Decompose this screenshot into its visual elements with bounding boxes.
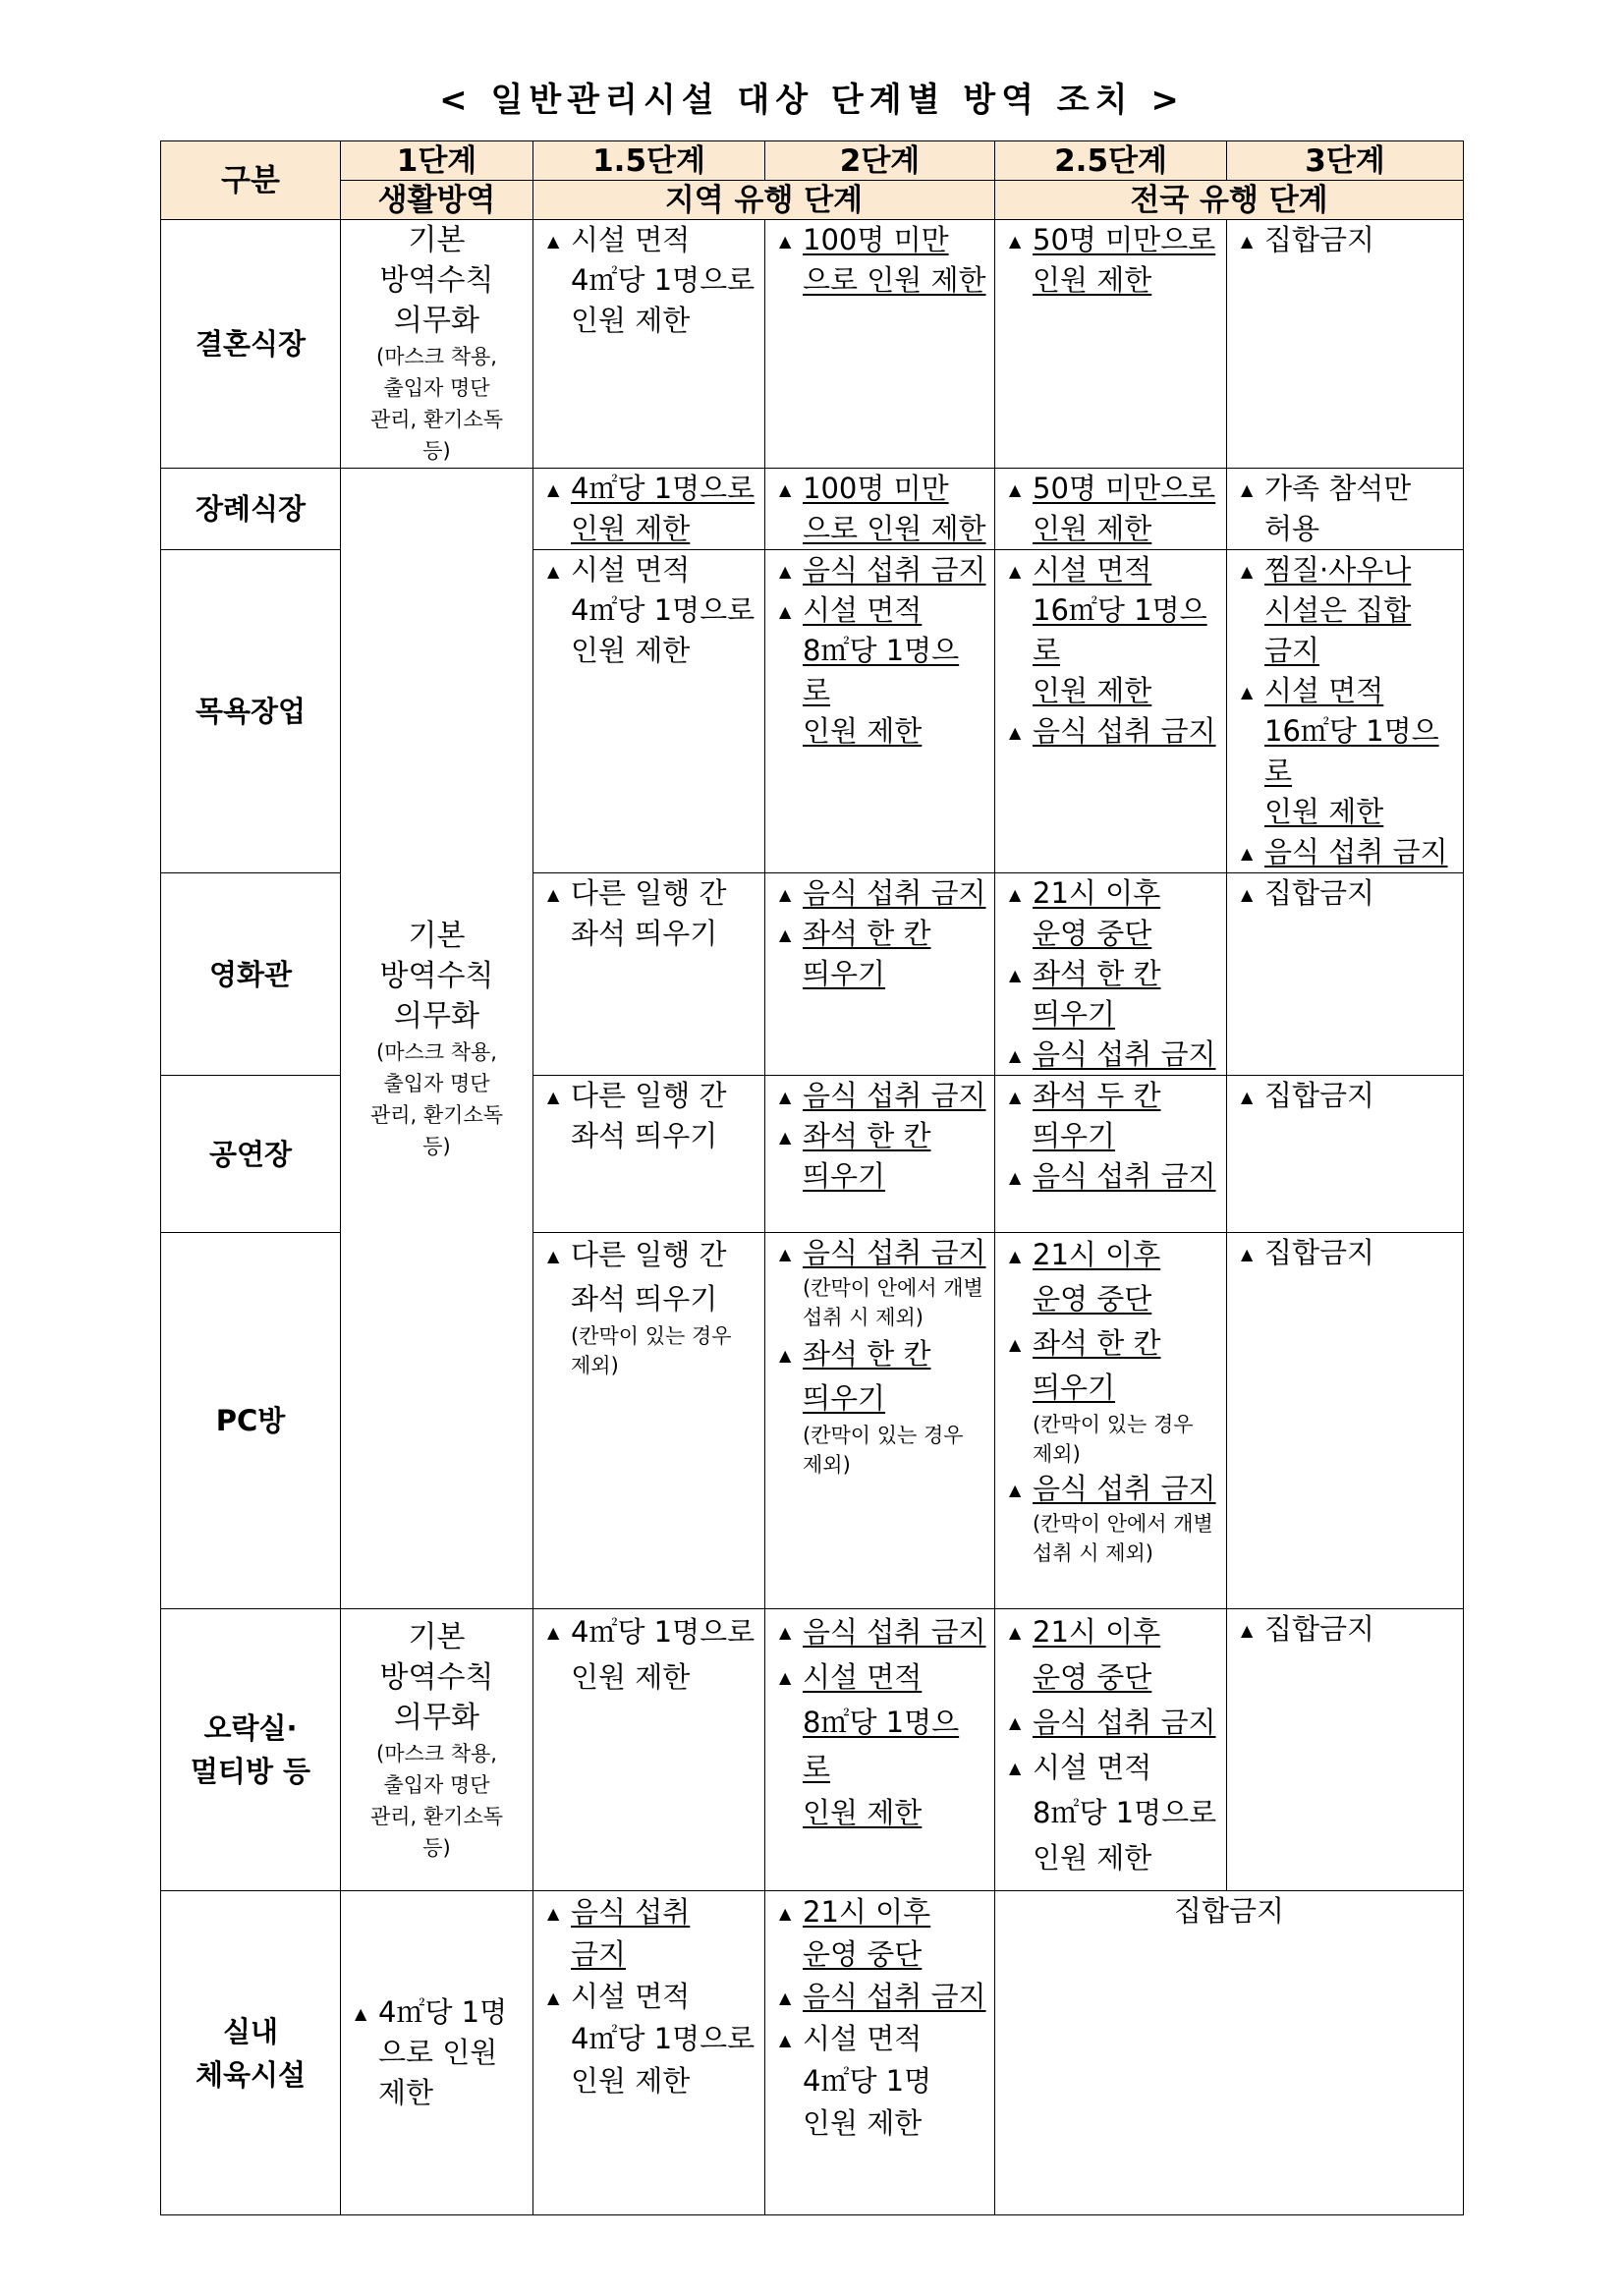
cell-cinema-s25: ▲ 21시 이후 운영 중단 ▲ 좌석 한 칸 띄우기 ▲ 음식 섭취 금지 — [995, 873, 1227, 1076]
basic-rules-cell-merged: 기본 방역수칙 의무화 (마스크 착용, 출입자 명단 관리, 환기소독 등) — [341, 469, 533, 1609]
header-regional: 지역 유행 단계 — [533, 181, 995, 220]
cell-pc-s25: ▲ 21시 이후 운영 중단 ▲ 좌석 한 칸 띄우기 (칸막이 있는 경우 제외) ▲ 음식 섭취 금지 (칸막이 안에서 개별 섭취 시 제외) — [995, 1233, 1227, 1609]
quarantine-measures-table — [160, 140, 1464, 2215]
cell-sports-s2: ▲ 21시 이후 운영 중단 ▲ 음식 섭취 금지 ▲ 시설 면적 4㎡당 1명 인원 제한 — [765, 1891, 995, 2215]
cell-theater-s3: ▲ 집합금지 — [1227, 1076, 1464, 1233]
cell-arcade-s15: ▲ 4㎡당 1명으로 인원 제한 — [533, 1609, 765, 1891]
cell-sports-s25-s3: 집합금지 — [995, 1891, 1464, 2215]
table-row — [161, 1891, 1464, 2215]
cell-wedding-s2: ▲ 100명 미만 으로 인원 제한 — [765, 220, 995, 469]
cell-bath-s3: ▲ 찜질·사우나 시설은 집합 금지 ▲ 시설 면적 16㎡당 1명으로 인원 제한 ▲ 음식 섭취 금지 — [1227, 550, 1464, 873]
row-label-theater: 공연장 — [161, 1076, 341, 1233]
row-label-bath: 목욕장업 — [161, 550, 341, 873]
row-label-sports: 실내 체육시설 — [161, 1891, 341, 2215]
cell-cinema-s3: ▲ 집합금지 — [1227, 873, 1464, 1076]
basic-rules-cell: 기본 방역수칙 의무화 (마스크 착용, 출입자 명단 관리, 환기소독 등) — [341, 1609, 533, 1891]
cell-theater-s2: ▲ 음식 섭취 금지 ▲ 좌석 한 칸 띄우기 — [765, 1076, 995, 1233]
cell-wedding-s15: ▲ 시설 면적 4㎡당 1명으로 인원 제한 — [533, 220, 765, 469]
row-label-cinema: 영화관 — [161, 873, 341, 1076]
cell-wedding-s25: ▲ 50명 미만으로 인원 제한 — [995, 220, 1227, 469]
cell-bath-s15: ▲ 시설 면적 4㎡당 1명으로 인원 제한 — [533, 550, 765, 873]
table-row — [161, 1609, 1464, 1891]
basic-rules-cell: 기본 방역수칙 의무화 (마스크 착용, 출입자 명단 관리, 환기소독 등) — [341, 220, 533, 469]
cell-sports-s15: ▲ 음식 섭취 금지 ▲ 시설 면적 4㎡당 1명으로 인원 제한 — [533, 1891, 765, 2215]
cell-cinema-s15: ▲ 다른 일행 간 좌석 띄우기 — [533, 873, 765, 1076]
header-stage1: 1단계 — [341, 141, 533, 181]
cell-arcade-s25: ▲ 21시 이후 운영 중단 ▲ 음식 섭취 금지 ▲ 시설 면적 8㎡당 1명으로 인원 제한 — [995, 1609, 1227, 1891]
header-daily: 생활방역 — [341, 181, 533, 220]
table-row — [161, 469, 1464, 550]
header-stage15: 1.5단계 — [533, 141, 765, 181]
cell-bath-s25: ▲ 시설 면적 16㎡당 1명으로 인원 제한 ▲ 음식 섭취 금지 — [995, 550, 1227, 873]
row-label-arcade: 오락실· 멀티방 등 — [161, 1609, 341, 1891]
row-label-wedding: 결혼식장 — [161, 220, 341, 469]
cell-theater-s25: ▲ 좌석 두 칸 띄우기 ▲ 음식 섭취 금지 — [995, 1076, 1227, 1233]
cell-funeral-s3: ▲ 가족 참석만 허용 — [1227, 469, 1464, 550]
cell-sports-s1: ▲ 4㎡당 1명 으로 인원 제한 — [341, 1891, 533, 2215]
page-title: < 일반관리시설 대상 단계별 방역 조치 > — [439, 81, 1185, 120]
header-gubun: 구분 — [161, 141, 341, 220]
cell-pc-s15: ▲ 다른 일행 간 좌석 띄우기 (칸막이 있는 경우 제외) — [533, 1233, 765, 1609]
cell-wedding-s3: ▲ 집합금지 — [1227, 220, 1464, 469]
cell-arcade-s2: ▲ 음식 섭취 금지 ▲ 시설 면적 8㎡당 1명으로 인원 제한 — [765, 1609, 995, 1891]
cell-funeral-s15: ▲ 4㎡당 1명으로 인원 제한 — [533, 469, 765, 550]
header-national: 전국 유행 단계 — [995, 181, 1464, 220]
header-stage3: 3단계 — [1227, 141, 1464, 181]
header-stage2: 2단계 — [765, 141, 995, 181]
cell-theater-s15: ▲ 다른 일행 간 좌석 띄우기 — [533, 1076, 765, 1233]
cell-arcade-s3: ▲ 집합금지 — [1227, 1609, 1464, 1891]
cell-pc-s2: ▲ 음식 섭취 금지 (칸막이 안에서 개별 섭취 시 제외) ▲ 좌석 한 칸 띄우기 (칸막이 있는 경우 제외) — [765, 1233, 995, 1609]
header-stage25: 2.5단계 — [995, 141, 1227, 181]
cell-pc-s3: ▲ 집합금지 — [1227, 1233, 1464, 1609]
row-label-funeral: 장례식장 — [161, 469, 341, 550]
cell-funeral-s2: ▲ 100명 미만 으로 인원 제한 — [765, 469, 995, 550]
cell-funeral-s25: ▲ 50명 미만으로 인원 제한 — [995, 469, 1227, 550]
cell-cinema-s2: ▲ 음식 섭취 금지 ▲ 좌석 한 칸 띄우기 — [765, 873, 995, 1076]
cell-bath-s2: ▲ 음식 섭취 금지 ▲ 시설 면적 8㎡당 1명으로 인원 제한 — [765, 550, 995, 873]
row-label-pc: PC방 — [161, 1233, 341, 1609]
table-row — [161, 220, 1464, 469]
